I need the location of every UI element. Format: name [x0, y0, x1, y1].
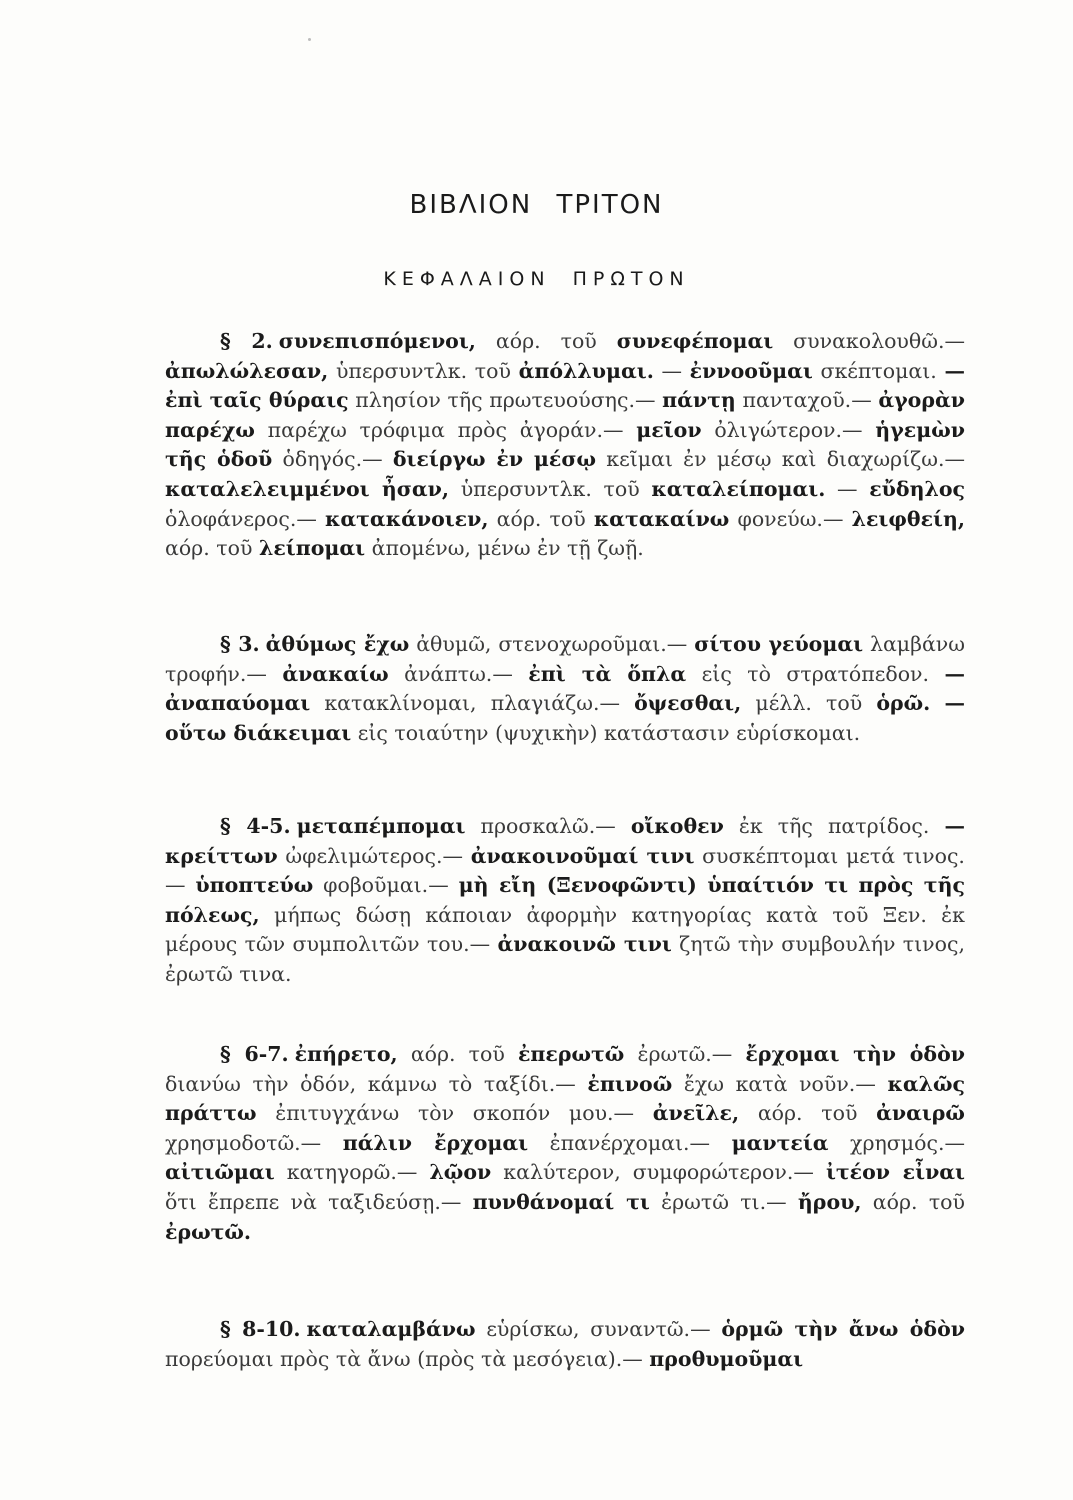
gloss-definition: αόρ. τοῦ — [496, 506, 586, 531]
gloss-definition: φονεύω.— — [737, 506, 844, 531]
gloss-definition: λαμβάνω τροφήν.— — [165, 632, 965, 686]
gloss-definition: μήπως δώσῃ κάποιαν ἀφορμὴν κατηγορίας κατὰ τοῦ Ξεν. ἐκ μέρους τῶν συμπολιτῶν του.— — [165, 902, 965, 957]
gloss-term: σίτου γεύομαι — [694, 632, 864, 656]
gloss-definition: ἀνάπτω.— — [404, 661, 513, 686]
gloss-definition: ὑπερσυντλκ. τοῦ — [335, 358, 511, 383]
gloss-term: ὁρῶ. — [876, 691, 931, 716]
gloss-definition: ἐπιτυγχάνω τὸν σκοπόν μου.— — [275, 1101, 635, 1126]
gloss-term: —οὕτω διάκειμαι — [165, 691, 965, 745]
gloss-term: καταλαμβάνω — [306, 1317, 476, 1341]
gloss-definition: εἰς τὸ στρατόπεδον. — [701, 661, 930, 686]
gloss-term: —κρείττων — [165, 814, 965, 868]
chapter-title: ΚΕΦΑΛΑΙΟΝ ΠΡΩΤΟΝ — [383, 268, 690, 290]
gloss-term: μαντεία — [731, 1130, 829, 1155]
gloss-term: μὴ εἴη (Ξενοφῶντι) ὑπαίτιόν τι πρὸς τῆς πόλεως, — [165, 873, 965, 927]
gloss-term: καλῶς πράττω — [165, 1071, 965, 1126]
gloss-definition: κατηγορῶ.— — [286, 1160, 418, 1185]
gloss-term: ἀνακαίω — [282, 661, 389, 686]
gloss-term: καταλελειμμένοι ἦσαν, — [165, 476, 450, 501]
gloss-term: ἡγεμὼν τῆς ὁδοῦ — [165, 417, 965, 472]
gloss-definition: — — [837, 476, 858, 501]
gloss-definition: ὑπερσυντλκ. τοῦ — [460, 476, 640, 501]
gloss-term: πάντῃ — [662, 388, 736, 413]
book-title: ΒΙΒΛΙΟΝ ΤΡΙΤΟΝ — [409, 190, 664, 220]
paper-speck — [308, 38, 311, 41]
gloss-term: λειφθείη, — [851, 506, 965, 531]
gloss-definition: αόρ. τοῦ — [757, 1101, 858, 1126]
section-number: § 4-5. — [220, 814, 291, 838]
gloss-definition: αόρ. τοῦ — [410, 1042, 505, 1066]
gloss-definition: ἐρωτῶ τι.— — [661, 1189, 787, 1214]
section-6-7 — [165, 1040, 965, 1247]
gloss-term: ὑποπτεύω — [195, 873, 314, 898]
gloss-definition: κεῖμαι ἐν μέσῳ καὶ διαχωρίζω.— — [606, 447, 965, 472]
gloss-definition: καλύτερον, συμφορώτερον.— — [503, 1160, 814, 1185]
gloss-term: ἀνακοινῶ τινι — [497, 932, 672, 957]
gloss-term: προθυμοῦμαι — [649, 1346, 804, 1371]
gloss-term: οἴκοθεν — [630, 814, 724, 838]
gloss-term: ἤρου, — [797, 1189, 862, 1214]
gloss-definition: πανταχοῦ.— — [742, 388, 872, 413]
gloss-term: διείργω ἐν μέσῳ — [392, 447, 597, 472]
gloss-term: ἀπωλώλεσαν, — [165, 358, 329, 383]
gloss-term: ἐπὶ τὰ ὅπλα — [528, 661, 687, 686]
section-2 — [165, 327, 965, 564]
gloss-term: ἀναιρῶ — [876, 1101, 965, 1126]
gloss-definition: αόρ. τοῦ — [872, 1189, 965, 1214]
gloss-definition: ἐπανέρχομαι.— — [549, 1130, 711, 1155]
gloss-term: —ἀναπαύομαι — [165, 661, 965, 716]
section-3 — [165, 630, 965, 748]
gloss-definition: παρέχω τρόφιμα πρὸς ἀγοράν.— — [267, 417, 624, 442]
gloss-term: ἐπήρετο, — [294, 1042, 398, 1066]
gloss-definition: χρησμοδοτῶ.— — [165, 1130, 322, 1155]
gloss-definition: ὅτι ἔπρεπε νὰ ταξιδεύσῃ.— — [165, 1189, 462, 1214]
gloss-definition: ἀπομένω, μένω ἐν τῇ ζωῇ. — [371, 536, 644, 561]
gloss-term: αἰτιῶμαι — [165, 1160, 275, 1185]
section-number: § 6-7. — [220, 1042, 289, 1066]
gloss-definition: φοβοῦμαι.— — [323, 873, 449, 898]
gloss-definition: ὁλοφάνερος.— — [165, 506, 317, 531]
section-number: § 2. — [220, 329, 273, 353]
gloss-term: ἀπόλλυμαι. — [518, 358, 654, 383]
gloss-term: συνεφέπομαι — [616, 329, 774, 353]
gloss-definition: συνακολουθῶ.— — [793, 329, 965, 353]
gloss-definition: εἰς τοιαύτην (ψυχικὴν) κατάστασιν εὑρίσκομαι. — [357, 720, 861, 745]
gloss-definition: αόρ. τοῦ — [495, 329, 597, 353]
gloss-definition: — — [661, 358, 682, 383]
gloss-definition: αόρ. τοῦ — [165, 536, 253, 561]
gloss-term: —ἐπὶ ταῖς θύραις — [165, 358, 965, 413]
gloss-term: κατακάνοιεν, — [325, 506, 489, 531]
gloss-term: συνεπισπόμενοι, — [278, 329, 476, 353]
gloss-definition: συσκέπτομαι μετά τινος.— — [165, 843, 965, 898]
gloss-definition: σκέπτομαι. — [820, 358, 937, 383]
section-4-5 — [165, 812, 965, 990]
gloss-term: ἐννοοῦμαι — [689, 358, 813, 383]
gloss-definition: ὁδηγός.— — [282, 447, 383, 472]
gloss-term: ὄψεσθαι, — [634, 691, 742, 716]
gloss-term: καταλείπομαι. — [651, 476, 826, 501]
gloss-definition: πορεύομαι πρὸς τὰ ἄνω (πρὸς τὰ μεσόγεια).— — [165, 1346, 643, 1371]
gloss-term: ἀνεῖλε, — [652, 1101, 740, 1126]
gloss-term: ἀθύμως ἔχω — [265, 632, 410, 656]
gloss-term: ἰτέον εἶναι — [825, 1160, 965, 1185]
gloss-term: λείπομαι — [258, 536, 366, 561]
gloss-definition: προσκαλῶ.— — [480, 814, 616, 838]
gloss-definition: διανύω τὴν ὁδόν, κάμνω τὸ ταξίδι.— — [165, 1071, 576, 1096]
gloss-definition: ζητῶ τὴν συμβουλήν τινος, ἐρωτῶ τινα. — [165, 932, 965, 986]
gloss-definition: κατακλίνομαι, πλαγιάζω.— — [324, 691, 620, 716]
gloss-term: κατακαίνω — [593, 506, 730, 531]
gloss-term: ἔρχομαι τὴν ὁδὸν — [745, 1042, 965, 1066]
gloss-term: εὔδηλος — [869, 476, 965, 501]
gloss-term: πάλιν ἔρχομαι — [342, 1130, 529, 1155]
gloss-term: ὁρμῶ τὴν ἄνω ὁδὸν — [721, 1317, 965, 1341]
gloss-definition: ὠφελιμώτερος.— — [285, 843, 464, 868]
gloss-definition: εὑρίσκω, συναντῶ.— — [486, 1317, 711, 1341]
gloss-term: μεῖον — [636, 417, 702, 442]
gloss-definition: χρησμός.— — [850, 1130, 965, 1155]
section-8-10 — [165, 1315, 965, 1374]
section-number: § 8-10. — [220, 1317, 301, 1341]
gloss-definition: μέλλ. τοῦ — [755, 691, 863, 716]
gloss-term: ἀγορὰν παρέχω — [165, 388, 965, 442]
gloss-definition: πλησίον τῆς πρωτευούσης.— — [355, 388, 656, 413]
gloss-term: ἀνακοινοῦμαί τινι — [470, 843, 695, 868]
gloss-definition: ἐκ τῆς πατρίδος. — [738, 814, 930, 838]
gloss-term: λῷον — [429, 1160, 492, 1185]
gloss-definition: ἀθυμῶ, στενοχωροῦμαι.— — [416, 632, 688, 656]
gloss-term: μεταπέμπομαι — [296, 814, 466, 838]
gloss-definition: ἔχω κατὰ νοῦν.— — [683, 1071, 876, 1096]
section-number: § 3. — [220, 632, 260, 656]
gloss-term: ἐρωτῶ. — [165, 1219, 252, 1244]
gloss-term: ἐπερωτῶ — [517, 1042, 625, 1066]
gloss-term: ἐπινοῶ — [587, 1071, 673, 1096]
gloss-definition: ὀλιγώτερον.— — [714, 417, 863, 442]
gloss-term: πυνθάνομαί τι — [472, 1189, 650, 1214]
gloss-definition: ἐρωτῶ.— — [637, 1042, 733, 1066]
